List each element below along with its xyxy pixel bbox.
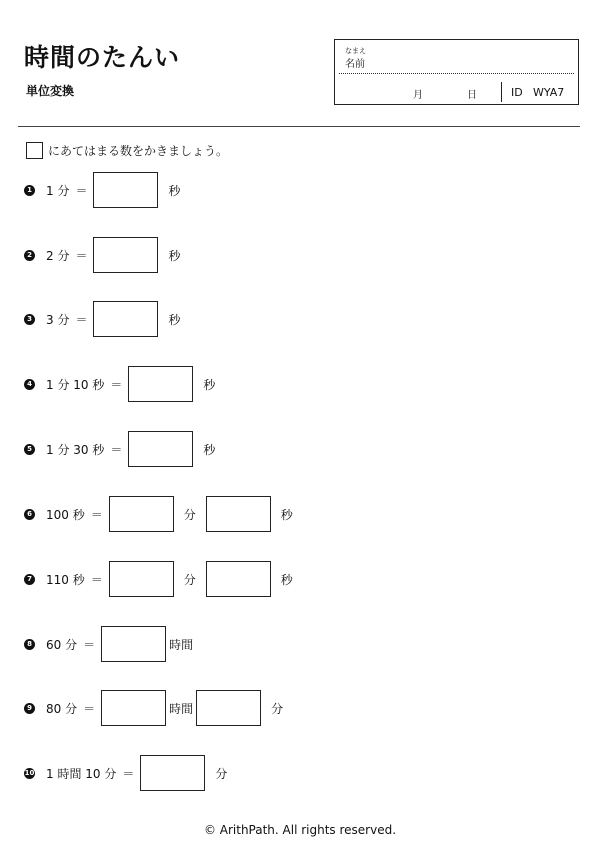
equals-sign: ＝ (122, 766, 135, 781)
equals-sign: ＝ (75, 248, 88, 263)
id-label: ID (511, 86, 523, 99)
equals-sign: ＝ (83, 637, 96, 652)
problem-question: 2 分 (46, 248, 70, 263)
instruction (26, 142, 228, 159)
answer-unit: 分 (215, 766, 228, 781)
problem-question: 110 秒 (46, 572, 85, 587)
equals-sign: ＝ (110, 377, 123, 392)
problem-question: 100 秒 (46, 507, 85, 522)
answer-box[interactable] (109, 496, 174, 532)
problem-number-icon: 4 (24, 379, 35, 390)
id-divider (501, 82, 502, 102)
answer-unit: 秒 (168, 248, 181, 263)
answer-box[interactable] (101, 626, 166, 662)
problem-row (24, 561, 293, 597)
day-label: 日 (467, 90, 477, 101)
problem-question: 60 分 (46, 637, 78, 652)
equals-sign: ＝ (75, 312, 88, 327)
answer-box[interactable] (93, 237, 158, 273)
problem-question: 1 時間 10 分 (46, 766, 117, 781)
name-label: 名前 (345, 59, 365, 70)
header-divider (18, 126, 580, 127)
problem-number-icon: 7 (24, 574, 35, 585)
problem-row (24, 690, 283, 726)
footer-copyright: © ArithPath. All rights reserved. (203, 823, 397, 837)
answer-box[interactable] (101, 690, 166, 726)
page-title: 時間のたんい (24, 43, 181, 72)
answer-unit: 秒 (203, 442, 216, 457)
answer-box[interactable] (206, 561, 271, 597)
equals-sign: ＝ (110, 442, 123, 457)
answer-box[interactable] (128, 431, 193, 467)
answer-box[interactable] (196, 690, 261, 726)
problem-question: 3 分 (46, 312, 70, 327)
name-dotted-line (339, 73, 574, 74)
problem-number-icon: 6 (24, 509, 35, 520)
problem-number-icon: 1 (24, 185, 35, 196)
answer-box[interactable] (93, 172, 158, 208)
answer-box[interactable] (128, 366, 193, 402)
problem-row (24, 755, 227, 791)
problem-question: 80 分 (46, 701, 78, 716)
instruction-text: にあてはまる数をかきましょう。 (48, 144, 229, 158)
problem-row (24, 366, 215, 402)
problem-number-icon: 3 (24, 314, 35, 325)
name-box (334, 39, 579, 105)
problem-row (24, 301, 180, 337)
problem-row (24, 237, 180, 273)
answer-unit: 秒 (280, 507, 293, 522)
problem-number-icon: 8 (24, 639, 35, 650)
problem-question: 1 分 10 秒 (46, 377, 105, 392)
answer-box[interactable] (206, 496, 271, 532)
problem-number-icon: 5 (24, 444, 35, 455)
problem-row (24, 626, 193, 662)
problem-row (24, 172, 180, 208)
id-value: WYA7 (533, 86, 565, 99)
answer-unit: 秒 (168, 312, 181, 327)
problem-number-icon: 9 (24, 703, 35, 714)
problem-row (24, 496, 293, 532)
answer-unit: 時間 (169, 637, 194, 652)
answer-unit: 秒 (168, 183, 181, 198)
answer-box[interactable] (140, 755, 205, 791)
answer-unit: 分 (183, 572, 196, 587)
answer-unit: 時間 (169, 701, 194, 716)
instruction-box-icon (26, 142, 43, 159)
answer-unit: 分 (183, 507, 196, 522)
answer-unit: 秒 (203, 377, 216, 392)
problem-question: 1 分 (46, 183, 70, 198)
name-ruby: なまえ (345, 47, 366, 55)
problem-row (24, 431, 215, 467)
answer-box[interactable] (93, 301, 158, 337)
answer-unit: 秒 (280, 572, 293, 587)
equals-sign: ＝ (83, 701, 96, 716)
problem-number-icon: 2 (24, 250, 35, 261)
equals-sign: ＝ (75, 183, 88, 198)
page-subtitle: 単位変換 (26, 84, 75, 98)
equals-sign: ＝ (90, 507, 103, 522)
problem-number-icon: 10 (24, 769, 35, 777)
equals-sign: ＝ (90, 572, 103, 587)
answer-unit: 分 (271, 701, 284, 716)
month-label: 月 (413, 90, 423, 101)
problem-question: 1 分 30 秒 (46, 442, 105, 457)
answer-box[interactable] (109, 561, 174, 597)
